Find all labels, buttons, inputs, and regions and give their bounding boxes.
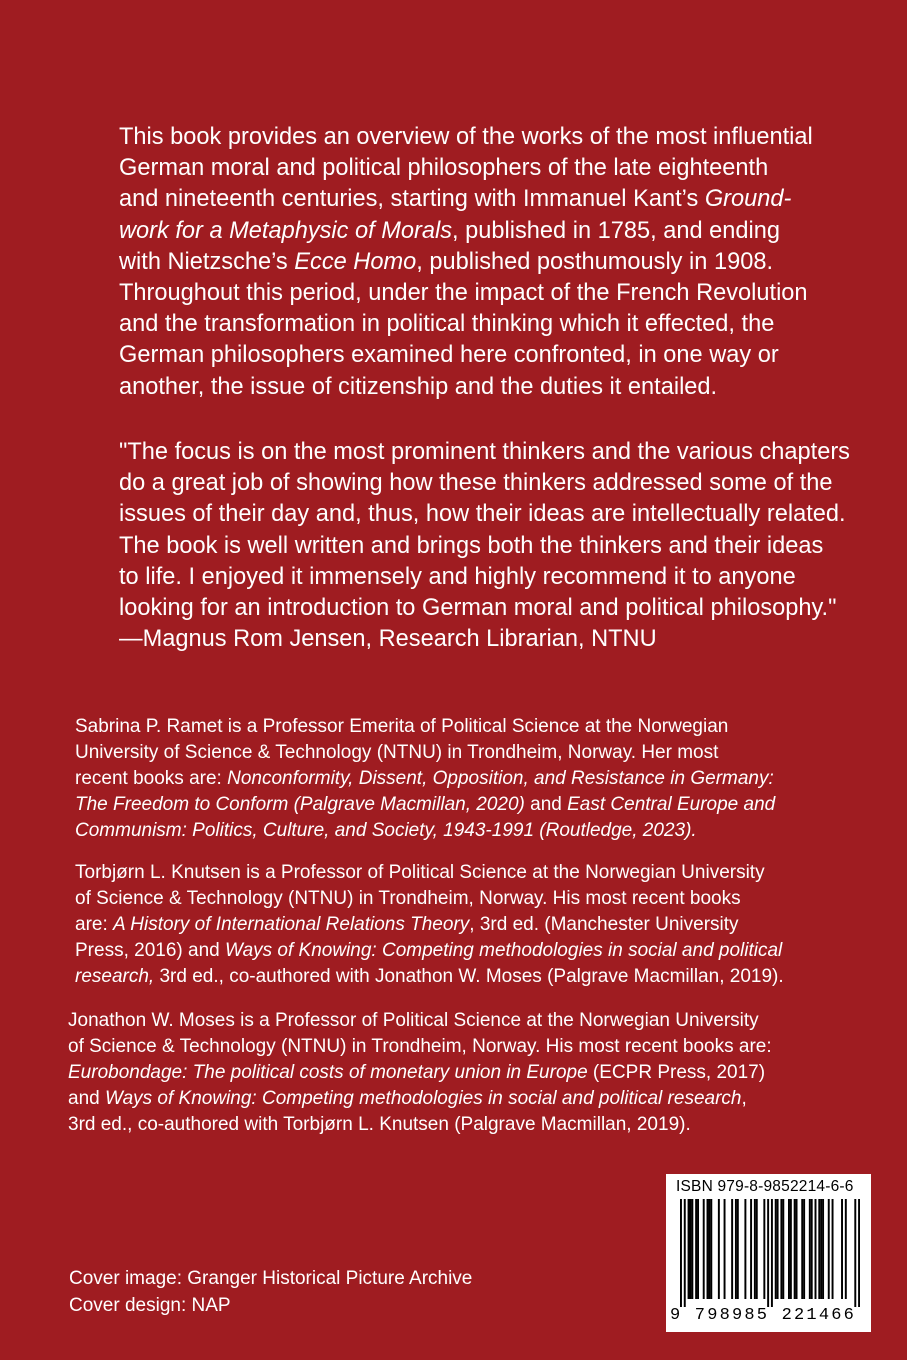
barcode-bar: [854, 1199, 856, 1307]
barcode-bar: [754, 1199, 756, 1299]
moses-bio-text: of Science & Technology (NTNU) in Trondheim, Norway. His most recent books are:: [68, 1036, 772, 1057]
description-text: German philosophers examined here confronted, in one way or: [119, 342, 779, 369]
barcode-bar: [756, 1199, 758, 1299]
description-text: and the transformation in political thinking which it effected, the: [119, 311, 775, 338]
knutsen-bio-italic-title: A History of International Relations Theory: [113, 914, 470, 935]
barcode-bar: [809, 1199, 811, 1299]
description-text: Throughout this period, under the impact of the French Revolution: [119, 280, 808, 307]
ramet-bio-italic-title: East Central Europe and: [567, 794, 776, 815]
knutsen-bio-text: 3rd ed., co-authored with Jonathon W. Moses (Palgrave Macmillan, 2019).: [154, 966, 784, 987]
moses-bio-text: Jonathon W. Moses is a Professor of Political Science at the Norwegian University: [68, 1010, 759, 1031]
review-quote: [119, 437, 850, 655]
cover-image-credit: Cover image: Granger Historical Picture Archive: [69, 1268, 473, 1289]
review-line: —Magnus Rom Jensen, Research Librarian, NTNU: [119, 626, 657, 653]
description-italic-title: Ecce Homo: [294, 248, 417, 275]
knutsen-bio-italic-title: Ways of Knowing: Competing methodologies in social and political: [224, 940, 783, 961]
knutsen-bio-line: [75, 886, 784, 912]
barcode-bar: [822, 1199, 824, 1299]
review-line: looking for an introduction to German moral and political philosophy.": [119, 595, 837, 622]
moses-bio-italic-title: Eurobondage: The political costs of monetary union in Europe: [68, 1062, 588, 1083]
description-text: and nineteenth centuries, starting with Immanuel Kant’s: [119, 186, 705, 213]
barcode-bar: [684, 1199, 686, 1307]
isbn-label: ISBN 979-8-9852214-6-6: [676, 1178, 854, 1195]
ramet-bio-line: [75, 818, 775, 844]
review-line: to life. I enjoyed it immensely and highly recommend it to anyone: [119, 563, 796, 590]
ramet-bio-line: [75, 740, 775, 766]
barcode-bar: [744, 1199, 746, 1299]
barcode-bar: [708, 1199, 710, 1299]
barcode-bar: [710, 1199, 712, 1299]
barcode-bar: [735, 1199, 737, 1299]
review-line: "The focus is on the most prominent thinkers and the various chapters: [119, 439, 850, 465]
description-line: [119, 340, 813, 371]
barcode-bar: [697, 1199, 699, 1299]
moses-bio-line: [68, 1112, 772, 1138]
cover-design-credit: Cover design: NAP: [69, 1295, 231, 1316]
barcode-bar: [763, 1199, 765, 1299]
barcode-bar: [718, 1199, 720, 1299]
description-line: [119, 184, 813, 215]
description-text: , published posthumously in 1908.: [416, 248, 773, 275]
description-italic-title: Ground-: [704, 186, 792, 213]
ramet-bio-line: [75, 766, 775, 792]
barcode-bar: [858, 1199, 860, 1307]
knutsen-bio-line: [75, 964, 784, 990]
moses-bio-line: [68, 1086, 772, 1112]
moses-bio-italic-title: Ways of Knowing: Competing methodologies in social and political research: [104, 1088, 742, 1109]
barcode-bars: [680, 1199, 860, 1307]
barcode-bar: [815, 1199, 817, 1299]
barcode-bar: [737, 1199, 739, 1299]
isbn-barcode: [666, 1174, 871, 1332]
cover-credits: [69, 1265, 472, 1319]
barcode-bar: [845, 1199, 847, 1299]
barcode-bar: [780, 1199, 782, 1299]
barcode-bar: [803, 1199, 805, 1299]
barcode-bar: [818, 1199, 820, 1299]
ramet-bio-line: [75, 792, 775, 818]
description-line: [119, 278, 813, 309]
barcode-bar: [688, 1199, 690, 1299]
ramet-bio-italic-title: The Freedom to Conform (Palgrave Macmillan, 2020): [75, 794, 525, 815]
description-text: , published in 1785, and ending: [452, 217, 781, 244]
description-text: another, the issue of citizenship and the duties it entailed.: [119, 373, 718, 400]
ramet-bio-italic-title: Nonconformity, Dissent, Opposition, and Resistance in Germany:: [227, 768, 774, 789]
review-line: The book is well written and brings both the thinkers and their ideas: [119, 532, 824, 559]
description-line: [119, 372, 813, 403]
barcode-bar: [731, 1199, 733, 1299]
ramet-bio-text: and: [524, 794, 568, 815]
barcode-bar: [680, 1199, 682, 1307]
barcode-bar: [771, 1199, 773, 1307]
knutsen-bio-italic-title: research,: [75, 966, 155, 987]
moses-bio-text: 3rd ed., co-authored with Torbjørn L. Knutsen (Palgrave Macmillan, 2019).: [68, 1114, 691, 1135]
ramet-bio-text: Sabrina P. Ramet is a Professor Emerita of Political Science at the Norwegian: [75, 716, 729, 737]
moses-bio-text: (ECPR Press, 2017): [587, 1062, 766, 1083]
barcode-bar: [695, 1199, 697, 1299]
book-description: [119, 122, 813, 403]
ramet-bio-text: University of Science & Technology (NTNU) in Trondheim, Norway. Her most: [75, 742, 719, 763]
knutsen-bio-text: Press, 2016) and: [75, 940, 225, 961]
description-line: [119, 122, 813, 153]
knutsen-bio-text: of Science & Technology (NTNU) in Trondheim, Norway. His most recent books: [75, 888, 741, 909]
barcode-bar: [790, 1199, 792, 1299]
description-line: [119, 216, 813, 247]
barcode-bar: [689, 1199, 691, 1299]
barcode-bar: [796, 1199, 798, 1299]
barcode-bar: [788, 1199, 790, 1299]
barcode-bar: [782, 1199, 784, 1299]
author-bio-moses: [68, 1008, 772, 1138]
knutsen-bio-text: , 3rd ed. (Manchester University: [469, 914, 739, 935]
ramet-bio-text: recent books are:: [75, 768, 228, 789]
barcode-bar: [775, 1199, 777, 1299]
author-bio-knutsen: [75, 860, 784, 990]
barcode-bar: [794, 1199, 796, 1299]
author-bio-ramet: [75, 714, 775, 844]
description-text: German moral and political philosophers of the late eighteenth: [119, 155, 769, 182]
review-line: do a great job of showing how these thinkers addressed some of the: [119, 470, 833, 497]
barcode-bar: [841, 1199, 843, 1299]
moses-bio-text: and: [68, 1088, 105, 1109]
barcode-bar: [820, 1199, 822, 1299]
description-text: This book provides an overview of the works of the most influential: [119, 124, 813, 150]
ramet-bio-line: [75, 714, 775, 740]
description-line: [119, 153, 813, 184]
barcode-bar: [707, 1199, 709, 1299]
barcode-bar: [828, 1199, 830, 1299]
moses-bio-line: [68, 1034, 772, 1060]
barcode-bar: [703, 1199, 705, 1299]
moses-bio-text: ,: [741, 1088, 747, 1109]
knutsen-bio-line: [75, 938, 784, 964]
barcode-bar: [777, 1199, 779, 1299]
barcode-bar: [724, 1199, 726, 1299]
knutsen-bio-text: are:: [75, 914, 114, 935]
review-line: issues of their day and, thus, how their ideas are intellectually related.: [119, 501, 846, 528]
knutsen-bio-text: Torbjørn L. Knutsen is a Professor of Political Science at the Norwegian University: [75, 862, 765, 883]
moses-bio-line: [68, 1060, 772, 1086]
barcode-bar: [811, 1199, 813, 1299]
moses-bio-line: [68, 1008, 772, 1034]
description-italic-title: work for a Metaphysic of Morals: [119, 217, 453, 244]
barcode-bar: [801, 1199, 803, 1299]
knutsen-bio-line: [75, 912, 784, 938]
description-line: [119, 247, 813, 278]
barcode-bar: [691, 1199, 693, 1299]
description-text: with Nietzsche’s: [119, 248, 295, 275]
barcode-digits: 9 798985 221466: [670, 1306, 857, 1325]
description-line: [119, 309, 813, 340]
barcode-bar: [750, 1199, 752, 1299]
ramet-bio-italic-title: Communism: Politics, Culture, and Society, 1943-1991 (Routledge, 2023).: [75, 820, 697, 841]
barcode-bar: [832, 1199, 834, 1299]
barcode-bar: [767, 1199, 769, 1307]
knutsen-bio-line: [75, 860, 784, 886]
